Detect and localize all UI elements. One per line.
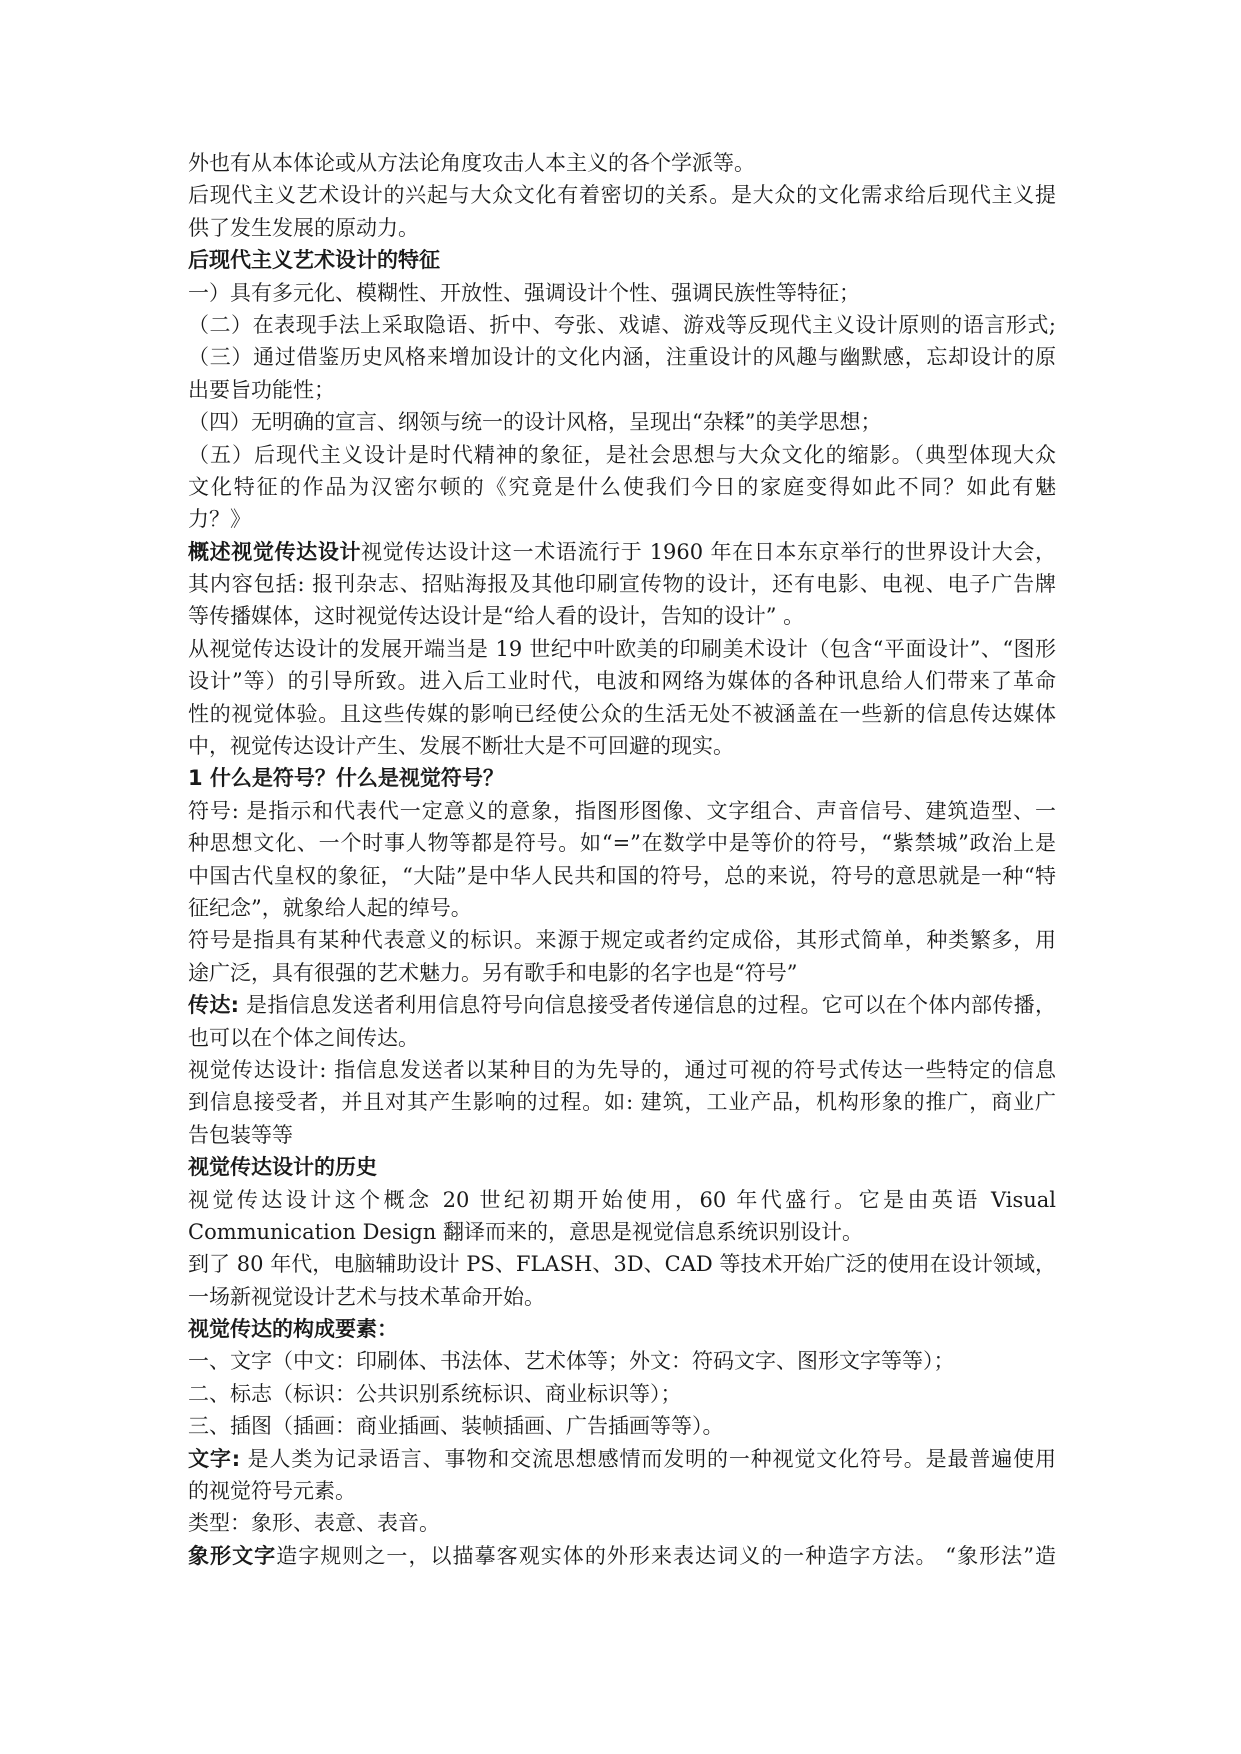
text-line — [188, 924, 1056, 956]
line-text: 中，视觉传达设计产生、发展不断壮大是不可回避的现实。 — [188, 734, 734, 759]
line-text: 中国古代皇权的象征，“大陆”是中华人民共和国的符号，总的来说，符号的意思就是一种“特 — [188, 863, 1056, 888]
line-text: 征纪念”，就象给人起的绰号。 — [188, 895, 472, 920]
line-text: 告包装等等 — [188, 1122, 293, 1147]
line-text: 1 什么是符号？什么是视觉符号？ — [188, 766, 504, 791]
text-line — [188, 860, 1056, 892]
text-line — [188, 698, 1056, 730]
bold-term: 传达: — [188, 993, 240, 1018]
text-line — [188, 1054, 1056, 1086]
line-text: （四）无明确的宣言、纲领与统一的设计风格，呈现出“杂糅”的美学思想； — [188, 410, 882, 435]
bold-term: 象形文字 — [188, 1543, 277, 1568]
line-text: 到信息接受者，并且对其产生影响的过程。如: 建筑，工业产品，机构形象的推广，商业广 — [188, 1090, 1056, 1115]
text-line — [188, 730, 1056, 762]
line-text: 出要旨功能性； — [188, 377, 335, 402]
line-text: （三）通过借鉴历史风格来增加设计的文化内涵，注重设计的风趣与幽默感，忘却设计的原 — [188, 345, 1056, 370]
text-line — [188, 1345, 1056, 1377]
text-line — [188, 1540, 1056, 1572]
line-text: 符号: 是指示和代表代一定意义的意象，指图形图像、文字组合、声音信号、建筑造型、一 — [188, 798, 1056, 823]
text-line — [188, 957, 1056, 989]
text-line — [188, 1119, 1056, 1151]
text-line — [188, 1086, 1056, 1118]
text-line — [188, 309, 1056, 341]
text-line — [188, 827, 1056, 859]
line-text: 到了 80 年代，电脑辅助设计 PS、FLASH、3D、CAD 等技术开始广泛的使用在设计领域， — [188, 1252, 1056, 1277]
text-line — [188, 1184, 1056, 1216]
text-line — [188, 1475, 1056, 1507]
line-text: 视觉传达设计这个概念 20 世纪初期开始使用，60 年代盛行。它是由英语 Visual — [188, 1187, 1056, 1212]
line-text: 三、插图（插画：商业插画、装帧插画、广告插画等等）。 — [188, 1414, 724, 1439]
line-text: 种思想文化、一个时事人物等都是符号。如“=”在数学中是等价的符号，“紫禁城”政治上是 — [188, 831, 1056, 856]
line-text: 后现代主义艺术设计的特征 — [188, 248, 440, 273]
line-text: 从视觉传达设计的发展开端当是 19 世纪中叶欧美的印刷美术设计（包含“平面设计”、“图形 — [188, 636, 1056, 661]
bold-term: 文字: — [188, 1446, 241, 1471]
line-text: 等传播媒体，这时视觉传达设计是“给人看的设计，告知的设计” 。 — [188, 604, 805, 629]
text-line — [188, 600, 1056, 632]
section-heading — [188, 244, 1056, 276]
line-text: 文化特征的作品为汉密尔顿的《究竟是什么使我们今日的家庭变得如此不同？如此有魅 — [188, 474, 1056, 499]
bold-term: 概述视觉传达设计 — [188, 539, 362, 564]
text-line — [188, 1022, 1056, 1054]
section-heading — [188, 1313, 1056, 1345]
section-heading — [188, 1151, 1056, 1183]
text-line — [188, 1281, 1056, 1313]
text-line — [188, 439, 1056, 471]
text-line — [188, 503, 1056, 535]
text-line — [188, 633, 1056, 665]
text-line — [188, 795, 1056, 827]
text-line — [188, 1443, 1056, 1475]
text-line — [188, 1248, 1056, 1280]
line-text: 二、标志（标识：公共识别系统标识、商业标识等）； — [188, 1381, 682, 1406]
line-text: 造字规则之一，以描摹客观实体的外形来表达词义的一种造字方法。 “象形法”造 — [276, 1543, 1056, 1568]
text-line — [188, 892, 1056, 924]
text-line — [188, 374, 1056, 406]
line-text: 外也有从本体论或从方法论角度攻击人本主义的各个学派等。 — [188, 151, 755, 175]
line-text: 类型：象形、表意、表音。 — [188, 1511, 440, 1536]
line-text: 性的视觉体验。且这些传媒的影响已经使公众的生活无处不被涵盖在一些新的信息传达媒体 — [188, 701, 1056, 726]
text-line — [188, 147, 1056, 179]
line-text: （五）后现代主义设计是时代精神的象征，是社会思想与大众文化的缩影。（典型体现大众 — [188, 442, 1056, 467]
line-text: 是指信息发送者利用信息符号向信息接受者传递信息的过程。它可以在个体内部传播， — [239, 993, 1056, 1018]
text-line — [188, 179, 1056, 211]
text-line — [188, 212, 1056, 244]
line-text: 的视觉符号元素。 — [188, 1479, 356, 1504]
line-text: 符号是指具有某种代表意义的标识。来源于规定或者约定成俗，其形式简单，种类繁多，用 — [188, 928, 1056, 953]
line-text: 视觉传达设计这一术语流行于 1960 年在日本东京举行的世界设计大会， — [361, 539, 1056, 564]
line-text: Communication Design 翻译而来的，意思是视觉信息系统识别设计。 — [188, 1219, 863, 1244]
line-text: 一）具有多元化、模糊性、开放性、强调设计个性、强调民族性等特征； — [188, 280, 860, 305]
text-line — [188, 277, 1056, 309]
line-text: 力？》 — [188, 507, 251, 532]
line-text: 供了发生发展的原动力。 — [188, 215, 419, 240]
line-text: 也可以在个体之间传达。 — [188, 1025, 419, 1050]
text-line — [188, 536, 1056, 568]
line-text: 设计”等）的引导所致。进入后工业时代，电波和网络为媒体的各种讯息给人们带来了革命 — [188, 669, 1056, 694]
line-text: 是人类为记录语言、事物和交流思想感情而发明的一种视觉文化符号。是最普遍使用 — [240, 1446, 1056, 1471]
line-text: 视觉传达设计的历史 — [188, 1155, 377, 1180]
text-line — [188, 1507, 1056, 1539]
text-line — [188, 1216, 1056, 1248]
line-text: 后现代主义艺术设计的兴起与大众文化有着密切的关系。是大众的文化需求给后现代主义提 — [188, 183, 1056, 208]
line-text: 一、文字（中文：印刷体、书法体、艺术体等；外文：符码文字、图形文字等等）； — [188, 1349, 955, 1374]
text-line — [188, 406, 1056, 438]
line-text: 途广泛，具有很强的艺术魅力。另有歌手和电影的名字也是“符号” — [188, 960, 798, 985]
text-line — [188, 471, 1056, 503]
text-line — [188, 665, 1056, 697]
text-line — [188, 989, 1056, 1021]
line-text: 一场新视觉设计艺术与技术革命开始。 — [188, 1284, 545, 1309]
text-line — [188, 1410, 1056, 1442]
line-text: 其内容包括: 报刊杂志、招贴海报及其他印刷宣传物的设计，还有电影、电视、电子广告牌 — [188, 572, 1056, 597]
text-line — [188, 1378, 1056, 1410]
text-line — [188, 568, 1056, 600]
line-text: 视觉传达的构成要素： — [188, 1317, 398, 1342]
section-heading — [188, 762, 1056, 794]
document-page — [188, 147, 1056, 1572]
line-text: 视觉传达设计: 指信息发送者以某种目的为先导的，通过可视的符号式传达一些特定的信息 — [188, 1057, 1056, 1082]
line-text: （二）在表现手法上采取隐语、折中、夸张、戏谑、游戏等反现代主义设计原则的语言形式; — [188, 312, 1056, 337]
text-line — [188, 341, 1056, 373]
